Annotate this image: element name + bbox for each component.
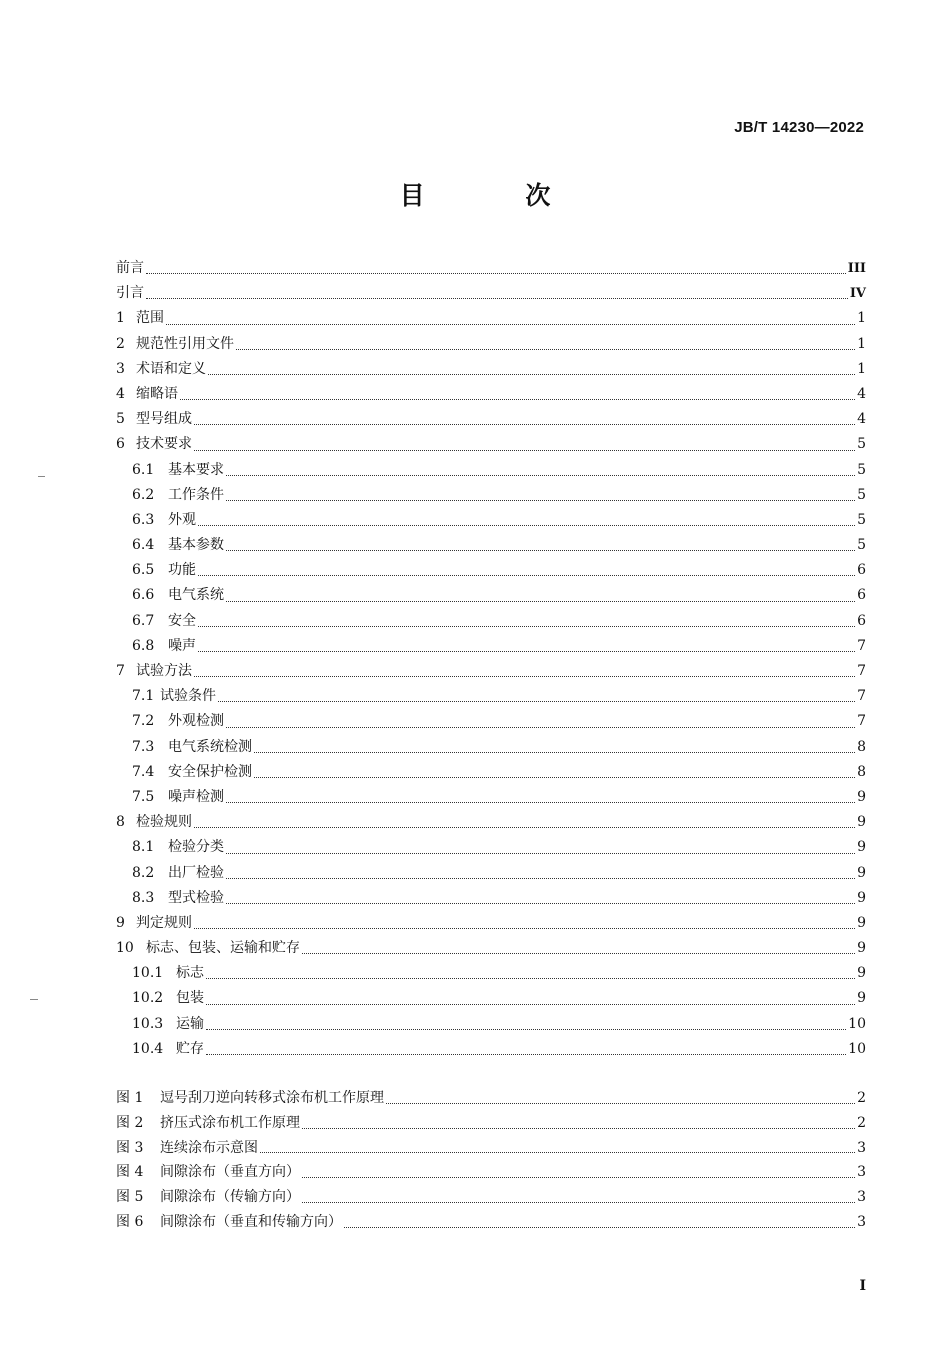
dot-leader: [218, 701, 855, 702]
toc-entry[interactable]: [116, 684, 866, 709]
toc-entry[interactable]: [116, 357, 866, 382]
toc-entry-page: 5: [857, 486, 866, 503]
toc-entry-page: 7: [857, 713, 866, 730]
toc-entry-page: 6: [857, 562, 866, 579]
toc-entry-page: 9: [857, 839, 866, 856]
figure-entry-page: 2: [857, 1090, 866, 1106]
toc-entry-number: 10.4: [132, 1040, 164, 1057]
toc-entry-number: 10.2: [132, 990, 164, 1007]
toc-entry[interactable]: [116, 432, 866, 457]
toc-entry-page: 4: [857, 411, 866, 428]
toc-entry-label: 工作条件: [168, 486, 224, 503]
toc-entry[interactable]: [116, 483, 866, 508]
figure-entry-number: 图 4: [116, 1164, 144, 1181]
toc-entry-page: 9: [857, 990, 866, 1007]
dot-leader: [206, 1004, 855, 1005]
figure-entry[interactable]: [116, 1111, 866, 1136]
dot-leader: [206, 1054, 846, 1055]
toc-entry-label: 技术要求: [136, 436, 192, 453]
dot-leader: [226, 550, 855, 551]
dot-leader: [194, 928, 855, 929]
toc-entry-label: 电气系统检测: [168, 738, 252, 755]
toc-entry-number: 10.3: [132, 1015, 164, 1032]
scan-mark: [38, 476, 45, 477]
toc-entry-label: 出厂检验: [168, 864, 224, 881]
dot-leader: [180, 399, 855, 400]
toc-entry-page: 5: [857, 537, 866, 554]
toc-entry[interactable]: [116, 407, 866, 432]
dot-leader: [198, 575, 855, 576]
toc-entry-page: 9: [857, 940, 866, 957]
figure-entry[interactable]: [116, 1210, 866, 1235]
dot-leader: [226, 601, 855, 602]
toc-entry-label: 规范性引用文件: [136, 335, 234, 352]
dot-leader: [194, 827, 855, 828]
table-of-contents: [116, 256, 866, 1062]
toc-entry-label: 术语和定义: [136, 360, 206, 377]
figure-entry[interactable]: [116, 1160, 866, 1185]
toc-entry-page: 9: [857, 788, 866, 805]
toc-entry-number: 6.7: [132, 612, 155, 629]
figure-entry[interactable]: [116, 1086, 866, 1111]
toc-entry-number: 7.4: [132, 763, 155, 780]
toc-entry[interactable]: [116, 458, 866, 483]
toc-entry[interactable]: [116, 332, 866, 357]
toc-entry-page: 6: [857, 612, 866, 629]
toc-entry-label: 试验条件: [160, 688, 216, 705]
standard-number: JB/T 14230—2022: [734, 119, 864, 136]
toc-entry-page: 9: [857, 965, 866, 982]
toc-entry-page: III: [847, 261, 866, 276]
toc-entry-number: 6.8: [132, 637, 155, 654]
toc-entry-number: 8.2: [132, 864, 155, 881]
toc-entry[interactable]: [116, 911, 866, 936]
toc-entry-label: 缩略语: [136, 385, 178, 402]
toc-entry-page: 1: [857, 335, 866, 352]
figure-entry-label: 连续涂布示意图: [160, 1139, 258, 1156]
toc-entry[interactable]: [116, 609, 866, 634]
toc-entry-number: 4: [116, 385, 125, 402]
toc-entry-number: 6.5: [132, 562, 155, 579]
toc-entry-number: 6.3: [132, 511, 155, 528]
toc-entry[interactable]: [116, 533, 866, 558]
toc-entry[interactable]: [116, 256, 866, 281]
toc-entry-label: 外观检测: [168, 713, 224, 730]
figure-entry-number: 图 1: [116, 1090, 144, 1106]
figure-entry-label: 挤压式涂布机工作原理: [160, 1114, 300, 1131]
dot-leader: [226, 727, 855, 728]
toc-entry-number: 1: [116, 310, 125, 327]
toc-entry[interactable]: [116, 634, 866, 659]
toc-entry-page: 9: [857, 914, 866, 931]
toc-entry-label: 噪声: [168, 637, 196, 654]
figure-entry-page: 2: [857, 1114, 866, 1131]
figure-entry-label: 逗号刮刀逆向转移式涂布机工作原理: [160, 1090, 384, 1106]
toc-entry-label: 判定规则: [136, 914, 192, 931]
dot-leader: [226, 802, 855, 803]
dot-leader: [302, 1202, 855, 1203]
toc-entry-label: 型号组成: [136, 411, 192, 428]
toc-entry-number: 7: [116, 663, 125, 679]
toc-entry-page: 5: [857, 461, 866, 478]
toc-entry[interactable]: [116, 760, 866, 785]
toc-entry[interactable]: [116, 382, 866, 407]
toc-entry[interactable]: [116, 986, 866, 1011]
toc-entry-page: IV: [849, 286, 866, 302]
toc-entry-label: 包装: [176, 990, 204, 1007]
toc-entry-label: 贮存: [176, 1040, 204, 1057]
toc-entry[interactable]: [116, 810, 866, 835]
toc-entry-number: 10: [116, 940, 134, 957]
page-number: I: [859, 1278, 866, 1294]
toc-entry[interactable]: [116, 281, 866, 306]
toc-entry-number: 5: [116, 411, 125, 428]
toc-entry-number: 6.4: [132, 537, 155, 554]
toc-entry-page: 8: [857, 738, 866, 755]
dot-leader: [386, 1103, 855, 1104]
dot-leader: [236, 349, 855, 350]
dot-leader: [198, 651, 855, 652]
toc-entry-number: 8.1: [132, 839, 155, 856]
toc-entry-label: 型式检验: [168, 889, 224, 906]
toc-entry-label: 检验分类: [168, 839, 224, 856]
dot-leader: [254, 777, 855, 778]
list-of-figures: [116, 1086, 866, 1235]
dot-leader: [198, 525, 855, 526]
toc-entry-page: 6: [857, 587, 866, 604]
dot-leader: [198, 626, 855, 627]
toc-entry-page: 9: [857, 814, 866, 831]
toc-entry[interactable]: [116, 785, 866, 810]
toc-entry-label: 运输: [176, 1015, 204, 1032]
toc-entry-page: 5: [857, 511, 866, 528]
toc-entry-page: 7: [857, 637, 866, 654]
toc-entry-number: 6: [116, 436, 125, 453]
figure-entry-number: 图 6: [116, 1213, 144, 1230]
dot-leader: [166, 324, 855, 325]
dot-leader: [226, 903, 855, 904]
toc-entry[interactable]: [116, 659, 866, 684]
toc-entry-number: 6.6: [132, 587, 155, 604]
toc-entry-number: 8: [116, 814, 125, 831]
dot-leader: [226, 878, 855, 879]
toc-entry-page: 5: [857, 436, 866, 453]
scan-mark: [30, 999, 38, 1000]
toc-entry[interactable]: [116, 558, 866, 583]
toc-entry[interactable]: [116, 508, 866, 533]
toc-entry-number: 7.5: [132, 788, 155, 805]
figure-entry-label: 间隙涂布（垂直和传输方向）: [160, 1213, 342, 1230]
toc-entry-label: 噪声检测: [168, 788, 224, 805]
dot-leader: [302, 1177, 855, 1178]
dot-leader: [302, 1128, 855, 1129]
toc-entry[interactable]: [116, 961, 866, 986]
dot-leader: [344, 1227, 855, 1228]
dot-leader: [206, 1029, 846, 1030]
toc-entry-label: 引言: [116, 285, 144, 302]
dot-leader: [302, 953, 855, 954]
page-title: 目 次: [399, 181, 597, 210]
toc-entry[interactable]: [116, 936, 866, 961]
toc-entry-number: 6.2: [132, 486, 155, 503]
toc-entry-label: 外观: [168, 511, 196, 528]
toc-entry-label: 电气系统: [168, 587, 224, 604]
toc-entry-number: 10.1: [132, 965, 164, 982]
toc-entry-number: 3: [116, 360, 125, 377]
figure-entry-page: 3: [857, 1164, 866, 1181]
toc-entry-label: 功能: [168, 562, 196, 579]
toc-entry-page: 9: [857, 889, 866, 906]
toc-entry[interactable]: [116, 1012, 866, 1037]
figure-entry-page: 3: [857, 1189, 866, 1206]
figure-entry-page: 3: [857, 1213, 866, 1230]
figure-entry-number: 图 5: [116, 1189, 144, 1206]
toc-entry-number: 7.2: [132, 713, 155, 730]
figure-entry-page: 3: [857, 1139, 866, 1156]
toc-entry-number: 6.1: [132, 461, 155, 478]
figure-entry[interactable]: [116, 1136, 866, 1161]
dot-leader: [194, 450, 855, 451]
toc-entry[interactable]: [116, 861, 866, 886]
toc-entry-number: 2: [116, 335, 125, 352]
toc-entry[interactable]: [116, 886, 866, 911]
toc-entry-label: 基本参数: [168, 537, 224, 554]
figure-entry-label: 间隙涂布（垂直方向）: [160, 1164, 300, 1181]
toc-entry[interactable]: [116, 306, 866, 331]
dot-leader: [146, 273, 846, 274]
toc-entry-page: 8: [857, 763, 866, 780]
toc-entry-label: 标志: [176, 965, 204, 982]
toc-entry-number: 9: [116, 914, 125, 931]
toc-entry-page: 7: [857, 663, 866, 679]
toc-entry[interactable]: [116, 835, 866, 860]
toc-entry[interactable]: [116, 1037, 866, 1062]
toc-entry-label: 安全保护检测: [168, 763, 252, 780]
dot-leader: [194, 424, 855, 425]
toc-entry-label: 标志、包装、运输和贮存: [146, 940, 300, 957]
toc-entry-page: 10: [848, 1015, 866, 1032]
toc-entry-label: 前言: [116, 260, 144, 276]
toc-entry[interactable]: [116, 583, 866, 608]
toc-entry-label: 检验规则: [136, 814, 192, 831]
figure-entry-number: 图 3: [116, 1139, 144, 1156]
toc-entry[interactable]: [116, 709, 866, 734]
dot-leader: [254, 752, 855, 753]
dot-leader: [226, 500, 855, 501]
dot-leader: [208, 374, 855, 375]
dot-leader: [146, 298, 848, 299]
toc-entry-number: 8.3: [132, 889, 155, 906]
toc-entry-label: 安全: [168, 612, 196, 629]
toc-entry-page: 1: [857, 310, 866, 327]
dot-leader: [194, 676, 855, 677]
toc-entry-label: 基本要求: [168, 461, 224, 478]
toc-entry-page: 7: [857, 688, 866, 705]
figure-entry-label: 间隙涂布（传输方向）: [160, 1189, 300, 1206]
dot-leader: [206, 978, 855, 979]
figure-entry[interactable]: [116, 1185, 866, 1210]
toc-entry-number: 7.1: [132, 688, 155, 705]
toc-entry[interactable]: [116, 735, 866, 760]
figure-entry-number: 图 2: [116, 1114, 144, 1131]
toc-entry-page: 1: [857, 360, 866, 377]
toc-entry-page: 10: [848, 1040, 866, 1057]
dot-leader: [226, 475, 855, 476]
toc-entry-number: 7.3: [132, 738, 155, 755]
toc-entry-page: 4: [857, 385, 866, 402]
toc-entry-page: 9: [857, 864, 866, 881]
toc-entry-label: 范围: [136, 310, 164, 327]
toc-entry-label: 试验方法: [136, 663, 192, 679]
dot-leader: [226, 853, 855, 854]
dot-leader: [260, 1152, 855, 1153]
